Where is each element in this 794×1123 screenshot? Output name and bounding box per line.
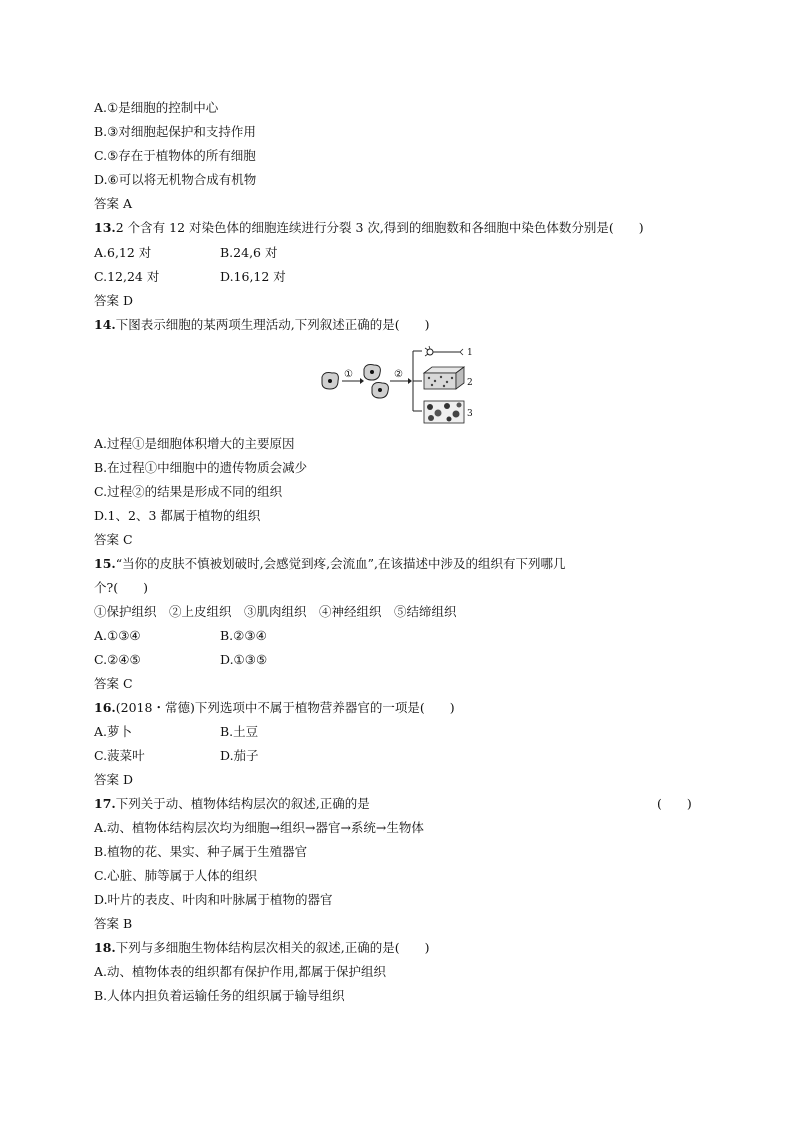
tissue-1-label: 1 [467, 348, 473, 358]
q12-option-d: D.⑥可以将无机物合成有机物 [94, 172, 257, 187]
q16-option-a: A.萝卜 [94, 724, 133, 739]
q15-option-c: C.②④⑤ [94, 652, 141, 667]
q12-answer: 答案 A [94, 196, 133, 211]
q16-number: 16. [94, 700, 116, 715]
q15-option-d: D.①③⑤ [220, 652, 268, 667]
q15-option-b: B.②③④ [220, 628, 267, 643]
tissue-2-label: 2 [467, 378, 473, 388]
q14-option-b: B.在过程①中细胞中的遗传物质会减少 [94, 460, 308, 475]
process-1-label: ① [344, 369, 353, 380]
tissue-3-label: 3 [467, 409, 473, 419]
tissue-1-neuron [425, 346, 463, 356]
q13-stem-text: 2 个含有 12 对染色体的细胞连续进行分裂 3 次,得到的细胞数和各细胞中染色体数分别是( ) [115, 220, 644, 235]
q13-option-d: D.16,12 对 [220, 269, 286, 284]
q18-stem-text: 下列与多细胞生物体结构层次相关的叙述,正确的是( ) [115, 940, 430, 955]
q16-option-b: B.土豆 [220, 724, 259, 739]
tissue-2-epithelium [424, 367, 464, 389]
q17-answer-paren: ( ) [657, 796, 692, 811]
q17-stem [94, 796, 370, 812]
q17-number: 17. [94, 796, 116, 811]
q15-answer: 答案 C [94, 676, 133, 691]
q18-option-b: B.人体内担负着运输任务的组织属于输导组织 [94, 988, 345, 1003]
q15-stem [94, 556, 565, 572]
q15-stem-text: “当你的皮肤不慎被划破时,会感觉到疼,会流血”,在该描述中涉及的组织有下列哪几 [115, 556, 566, 571]
q16-option-d: D.茄子 [220, 748, 259, 763]
q17-option-a: A.动、植物体结构层次均为细胞→组织→器官→系统→生物体 [94, 820, 424, 835]
q15-option-a: A.①③④ [94, 628, 141, 643]
q15-stem-line2: 个?( ) [94, 580, 148, 595]
tissue-3-blood [424, 401, 464, 423]
q17-option-b: B.植物的花、果实、种子属于生殖器官 [94, 844, 308, 859]
q13-option-c: C.12,24 对 [94, 269, 160, 284]
q17-answer: 答案 B [94, 916, 133, 931]
q13-option-b: B.24,6 对 [220, 245, 278, 260]
q14-option-a: A.过程①是细胞体积增大的主要原因 [94, 436, 295, 451]
process-2-label: ② [394, 369, 403, 380]
q16-stem-text: (2018・常德)下列选项中不属于植物营养器官的一项是( ) [115, 700, 455, 715]
q14-stem-text: 下图表示细胞的某两项生理活动,下列叙述正确的是( ) [115, 317, 430, 332]
q17-option-d: D.叶片的表皮、叶肉和叶脉属于植物的器官 [94, 892, 333, 907]
q14-stem [94, 317, 429, 333]
q15-number: 15. [94, 556, 116, 571]
q13-answer: 答案 D [94, 293, 133, 308]
q15-items: ①保护组织 ②上皮组织 ③肌肉组织 ④神经组织 ⑤结缔组织 [94, 604, 457, 619]
q14-number: 14. [94, 317, 116, 332]
cell-activity-figure [316, 343, 476, 429]
q12-option-a: A.①是细胞的控制中心 [94, 100, 219, 115]
q18-option-a: A.动、植物体表的组织都有保护作用,都属于保护组织 [94, 964, 386, 979]
q13-stem [94, 220, 644, 236]
q13-number: 13. [94, 220, 116, 235]
q14-answer: 答案 C [94, 532, 133, 547]
q18-stem [94, 940, 429, 956]
q14-option-d: D.1、2、3 都属于植物的组织 [94, 508, 261, 523]
q18-number: 18. [94, 940, 116, 955]
q17-stem-text: 下列关于动、植物体结构层次的叙述,正确的是 [115, 796, 370, 811]
q17-option-c: C.心脏、肺等属于人体的组织 [94, 868, 258, 883]
q14-option-c: C.过程②的结果是形成不同的组织 [94, 484, 283, 499]
q13-option-a: A.6,12 对 [94, 245, 152, 260]
q16-answer: 答案 D [94, 772, 133, 787]
q16-option-c: C.菠菜叶 [94, 748, 145, 763]
q12-option-b: B.③对细胞起保护和支持作用 [94, 124, 256, 139]
q12-option-c: C.⑤存在于植物体的所有细胞 [94, 148, 256, 163]
q16-stem [94, 700, 455, 716]
